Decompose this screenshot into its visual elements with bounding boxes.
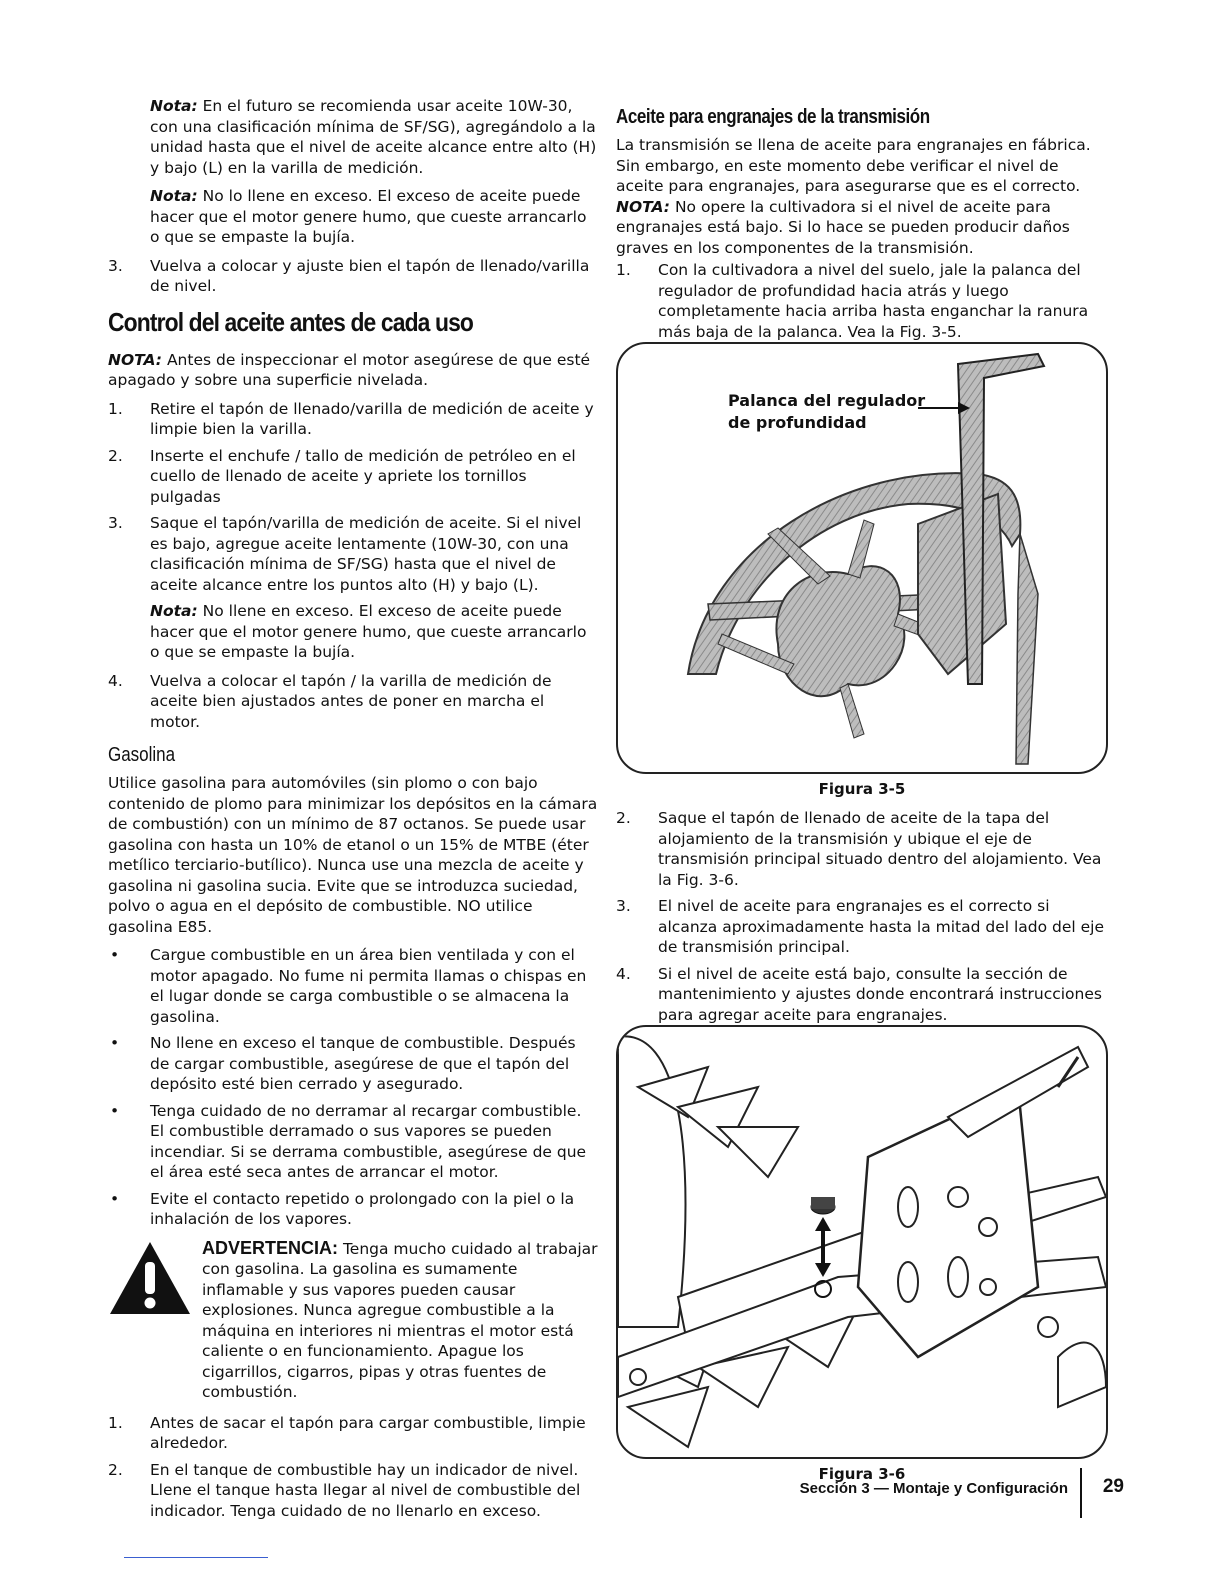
bullet-item: • Tenga cuidado de no derramar al recargar combustible. El combustible derramado o sus vapores se pueden incendiar. Si se derrama combustible, asegúrese de que el área esté seca antes de arrancar el motor.	[110, 1101, 587, 1181]
list-item: 2. En el tanque de combustible hay un indicador de nivel. Llene el tanque hasta llegar al nivel de combustible del indicador. Tenga cuidado de no llenarlo en exceso.	[108, 1460, 581, 1520]
warning-block: ADVERTENCIA: Tenga mucho cuidado al trabajar con gasolina. La gasolina es sumamente inflamable y sus vapores pueden causar explosiones. Nunca agregue combustible a la máquina en interiores ni mientras el motor está caliente o en funcionamiento. Apague los cigarrillos, cigarros, pipas y otras fuentes de combustión.	[108, 1238, 598, 1403]
nota-control: NOTA: Antes de inspeccionar el motor asegúrese de que esté apagado y sobre una superficie nivelada.	[108, 350, 591, 389]
warning-triangle-icon	[108, 1240, 192, 1320]
list-item: 3. Vuelva a colocar y ajuste bien el tapón de llenado/varilla de nivel.	[108, 256, 590, 295]
intro-paragraph: La transmisión se llena de aceite para engranajes en fábrica. Sin embargo, en este momento debe verificar el nivel de aceite para engranajes, para asegurarse que es el correcto.	[616, 136, 1091, 195]
list-item: 2. Saque el tapón de llenado de aceite de la tapa del alojamiento de la transmisión y ubique el eje de transmisión principal situado dentro del alojamiento. Vea la Fig. 3-6.	[616, 809, 1102, 889]
gasolina-paragraph: Utilice gasolina para automóviles (sin plomo o con bajo contenido de plomo para minimizar los depósitos en la cámara de combustión) con un mínimo de 87 octanos. Se puede usar gasolina con hasta un 10% de etanol o un 15% de MTBE (éter metílico terciario-butílico). Nunca use una mezcla de aceite y gasolina ni gasolina sucia. Evite que se introduzca suciedad, polvo o agua en el depósito de combustible. NO utilice gasolina E85.	[108, 774, 598, 936]
transmission-oil-fill-illustration	[618, 1027, 1106, 1457]
bullet-item: • Cargue combustible en un área bien ventilada y con el motor apagado. No fume ni permita llamas o chispas en el lugar donde se carga combustible o se almacena la gasolina.	[110, 946, 587, 1026]
nota-transmision: NOTA: No opere la cultivadora si el nivel de aceite para engranajes está bajo. Si lo hace se pueden producir daños graves en los componentes de la transmisión.	[616, 197, 1070, 257]
figure-3-6	[616, 1025, 1108, 1459]
fig5-callout-line1: Palanca del regulador	[728, 391, 926, 410]
heading-gasolina: Gasolina	[108, 744, 176, 766]
list-item: 4. Si el nivel de aceite está bajo, consulte la sección de mantenimiento y ajustes donde encontrará instrucciones para agregar aceite para engranajes.	[616, 964, 1102, 1024]
list-item: 3. El nivel de aceite para engranajes es el correcto si alcanza aproximadamente hasta la mitad del lado del eje de transmisión principal.	[616, 897, 1105, 956]
list-item: 3. Saque el tapón/varilla de medición de aceite. Si el nivel es bajo, agregue aceite lentamente (10W-30, con una clasificación mínima de SF/SG) hasta que el nivel de aceite alcance entre los puntos alto (H) y bajo (L).	[108, 514, 582, 594]
figure-3-5	[616, 342, 1108, 774]
bottom-rule	[124, 1557, 268, 1558]
figure-3-5-caption: Figura 3-5	[818, 780, 906, 798]
fig5-callout-line2: de profundidad	[728, 413, 867, 432]
list-item: 4. Vuelva a colocar el tapón / la varilla de medición de aceite bien ajustados antes de poner en marcha el motor.	[108, 671, 552, 731]
list-item: 1. Con la cultivadora a nivel del suelo, jale la palanca del regulador de profundidad hacia atrás y luego completamente hacia arriba hasta enganchar la ranura más baja de la palanca. Vea la Fig. 3-5.	[616, 261, 1089, 341]
bullet-item: • Evite el contacto repetido o prolongado con la piel o la inhalación de los vapores.	[110, 1189, 575, 1228]
note-future-oil: Nota: En el futuro se recomienda usar aceite 10W-30, con una clasificación mínima de SF/SG), agregándolo a la unidad hasta que el nivel de aceite alcance entre alto (H) y bajo (L) en la varilla de medición.	[150, 97, 597, 177]
right-column	[616, 96, 1108, 1493]
bullet-item: • No llene en exceso el tanque de combustible. Después de cargar combustible, asegúrese de que el tapón del depósito esté bien cerrado y asegurado.	[110, 1034, 576, 1093]
note-overfill: Nota: No lo llene en exceso. El exceso de aceite puede hacer que el motor genere humo, que cueste arrancarlo o que se empaste la bujía.	[150, 187, 587, 246]
page-footer	[700, 1478, 1124, 1502]
list-item: 1. Retire el tapón de llenado/varilla de medición de aceite y limpie bien la varilla.	[108, 399, 594, 438]
section-title: Sección 3 — Montaje y Configuración	[799, 1480, 1068, 1497]
heading-control-aceite: Control del aceite antes de cada uso	[108, 306, 474, 337]
note-overfill-2: Nota: No llene en exceso. El exceso de aceite puede hacer que el motor genere humo, que cueste arrancarlo o que se empaste la bujía.	[150, 602, 587, 661]
page-number: 29	[1102, 1476, 1124, 1497]
left-column	[108, 96, 598, 1527]
figure-3-6-caption: Figura 3-6	[818, 1465, 906, 1483]
list-item: 2. Inserte el enchufe / tallo de medición de petróleo en el cuello de llenado de aceite y apriete los tornillos pulgadas	[108, 446, 576, 506]
list-item: 1. Antes de sacar el tapón para cargar combustible, limpie alrededor.	[108, 1413, 586, 1452]
heading-aceite-engranajes: Aceite para engranajes de la transmisión	[616, 106, 930, 128]
footer-divider	[1080, 1468, 1082, 1518]
tiller-depth-lever-illustration	[618, 344, 1106, 772]
